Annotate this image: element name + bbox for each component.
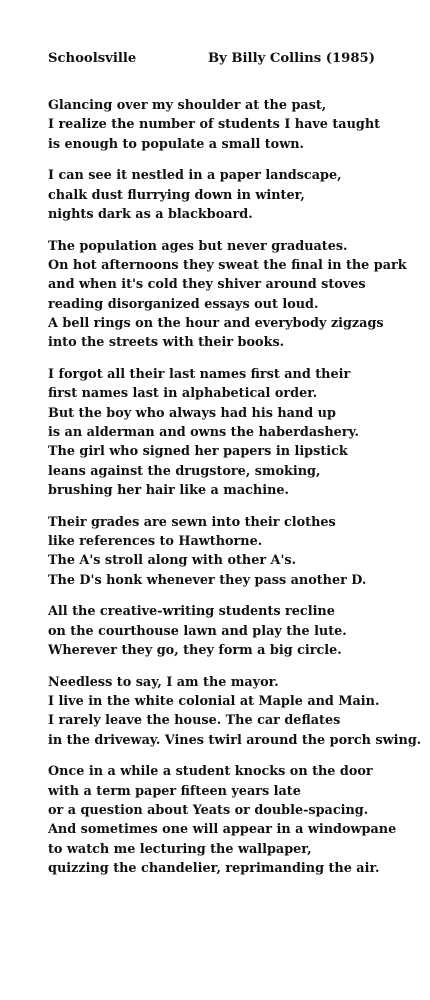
- poem-line: leans against the drugstore, smoking,: [48, 463, 321, 479]
- stanza: [48, 513, 418, 590]
- poem-body: [48, 96, 422, 891]
- stanza: [48, 166, 418, 224]
- poem-line: Needless to say, I am the mayor.: [48, 674, 279, 690]
- poem-line: first names last in alphabetical order.: [48, 386, 318, 402]
- poem-line: or a question about Yeats or double-spacing.: [48, 803, 369, 818]
- poem-line: The A's stroll along with other A's.: [48, 553, 297, 569]
- poem-line: Their grades are sewn into their clothes: [48, 514, 336, 530]
- stanza: [48, 673, 422, 750]
- poem-line: But the boy who always had his hand up: [48, 405, 336, 421]
- stanza: [48, 365, 418, 500]
- poem-line: And sometimes one will appear in a windowpane: [48, 822, 397, 838]
- stanza: [48, 762, 418, 878]
- poem-line: reading disorganized essays out loud.: [48, 296, 319, 312]
- poem-header: [48, 50, 418, 68]
- poem-line: like references to Hawthorne.: [48, 533, 263, 549]
- poem-line: and when it's cold they shiver around stoves: [48, 277, 366, 293]
- poem-line: is enough to populate a small town.: [48, 136, 304, 152]
- poem-line: The D's honk whenever they pass another D.: [48, 572, 367, 588]
- stanza: [48, 96, 418, 154]
- poem-line: on the courthouse lawn and play the lute.: [48, 623, 347, 639]
- poem-line: with a term paper fifteen years late: [48, 783, 301, 799]
- poem-byline: By Billy Collins (1985): [208, 51, 375, 66]
- poem-line: The girl who signed her papers in lipstick: [48, 444, 348, 460]
- poem-line: quizzing the chandelier, reprimanding the air.: [48, 860, 380, 876]
- poem-line: A bell rings on the hour and everybody zigzags: [48, 315, 384, 331]
- poem-line: I realize the number of students I have taught: [48, 117, 381, 133]
- poem-line: I can see it nestled in a paper landscape,: [48, 168, 342, 184]
- stanza: [48, 237, 418, 353]
- poem-line: On hot afternoons they sweat the final in the park: [48, 258, 407, 274]
- poem-line: I live in the white colonial at Maple and Main.: [48, 694, 380, 710]
- poem-title: Schoolsville: [48, 51, 137, 66]
- poem-line: into the streets with their books.: [48, 335, 285, 351]
- poem-line: is an alderman and owns the haberdashery.: [48, 424, 359, 440]
- poem-line: Once in a while a student knocks on the door: [48, 764, 373, 780]
- poem-line: chalk dust flurrying down in winter,: [48, 187, 305, 203]
- poem-line: Glancing over my shoulder at the past,: [48, 98, 327, 113]
- poem-line: I forgot all their last names first and their: [48, 367, 351, 383]
- poem-line: All the creative-writing students recline: [48, 604, 335, 620]
- poem-line: in the driveway. Vines twirl around the porch swing.: [48, 732, 422, 748]
- poem-line: Wherever they go, they form a big circle.: [48, 642, 342, 658]
- poem-line: nights dark as a blackboard.: [48, 206, 253, 222]
- poem-line: I rarely leave the house. The car deflates: [48, 713, 341, 729]
- stanza: [48, 602, 418, 660]
- poem-line: The population ages but never graduates.: [48, 238, 348, 254]
- poem-line: to watch me lecturing the wallpaper,: [48, 841, 312, 857]
- poem-line: brushing her hair like a machine.: [48, 482, 289, 498]
